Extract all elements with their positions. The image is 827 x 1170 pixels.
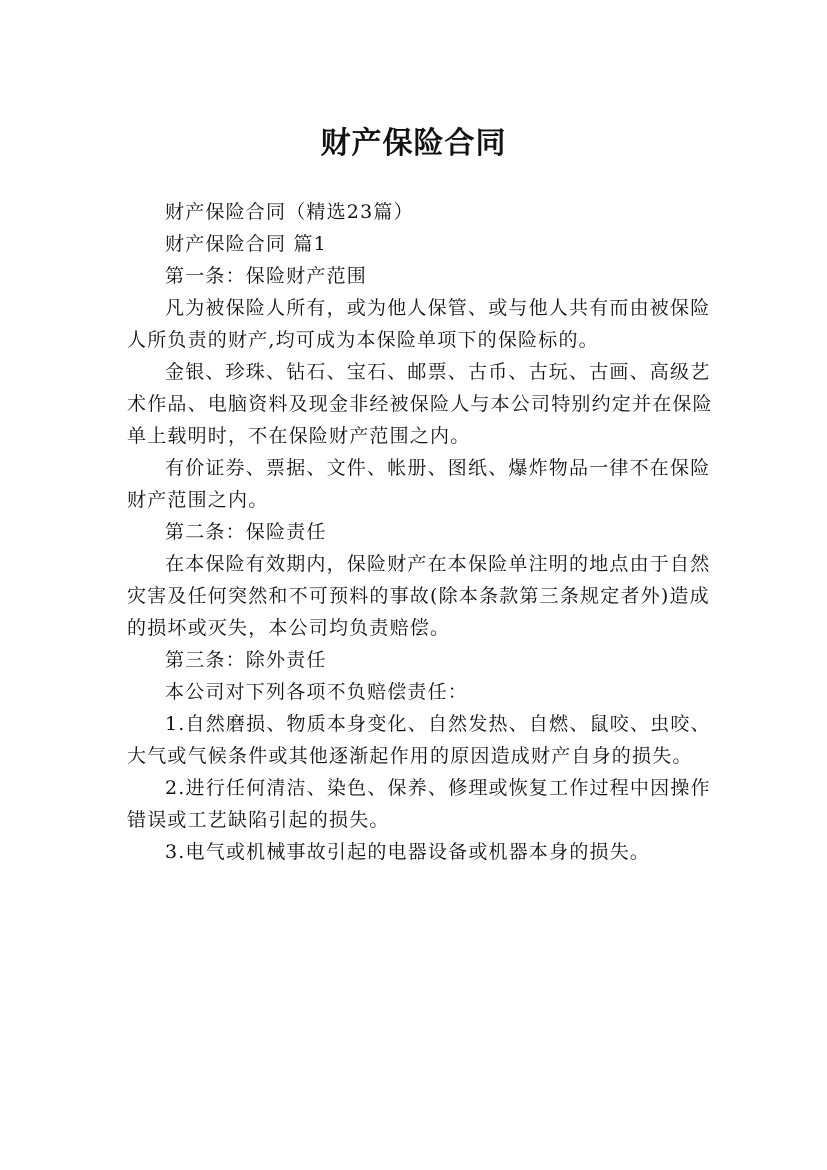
paragraph-article-1-text-3: 有价证券、票据、文件、帐册、图纸、爆炸物品一律不在保险财产范围之内。 xyxy=(127,457,711,511)
paragraph-article-1-heading: 第一条：保险财产范围 xyxy=(165,265,368,287)
paragraph-article-1-text-1: 凡为被保险人所有，或为他人保管、或与他人共有而由被保险人所负责的财产,均可成为本保险单项下的保险标的。 xyxy=(127,297,711,351)
paragraph-subtitle: 财产保险合同（精选23篇） xyxy=(165,201,414,223)
document-body xyxy=(127,196,727,868)
paragraph-article-1-text-2: 金银、珍珠、钻石、宝石、邮票、古币、古玩、古画、高级艺术作品、电脑资料及现金非经被保险人与本公司特别约定并在保险单上载明时，不在保险财产范围之内。 xyxy=(127,361,713,447)
paragraph-article-3-item-3: 3.电气或机械事故引起的电器设备或机器本身的损失。 xyxy=(165,841,651,863)
paragraph-article-3-intro: 本公司对下列各项不负赔偿责任： xyxy=(165,681,469,703)
paragraph-article-3-heading: 第三条：除外责任 xyxy=(165,649,327,671)
paragraph-article-3-item-1: 1.自然磨损、物质本身变化、自然发热、自燃、鼠咬、虫咬、大气或气候条件或其他逐渐起作用的原因造成财产自身的损失。 xyxy=(127,713,711,767)
paragraph-section-heading: 财产保险合同 篇1 xyxy=(165,233,327,255)
document-title: 财产保险合同 xyxy=(320,126,507,162)
paragraph-article-2-heading: 第二条：保险责任 xyxy=(165,521,327,543)
paragraph-article-3-item-2: 2.进行任何清洁、染色、保养、修理或恢复工作过程中因操作错误或工艺缺陷引起的损失。 xyxy=(127,777,711,831)
paragraph-article-2-text: 在本保险有效期内，保险财产在本保险单注明的地点由于自然灾害及任何突然和不可预料的事故(除本条款第三条规定者外)造成的损坏或灭失，本公司均负责赔偿。 xyxy=(127,553,711,639)
